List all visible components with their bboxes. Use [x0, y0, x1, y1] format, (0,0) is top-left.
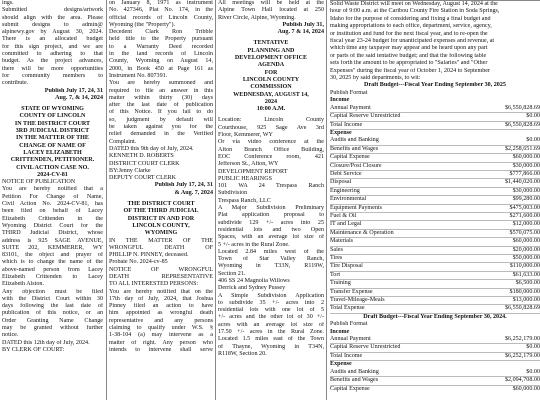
- budget-row: [330, 171, 540, 179]
- text-line: BY CLERK OF COURT:: [2, 346, 65, 353]
- row-value: $20,000.00: [512, 246, 540, 253]
- budget-title: Draft Budget---Fiscal Year Ending September 30, 2025: [364, 82, 506, 89]
- text-line: Elizabeth Crittenden to Lacey: [2, 273, 103, 280]
- text-line: Derrick and Sydney Pussey: [218, 285, 286, 292]
- budget-row: [330, 105, 540, 113]
- row-value: $0.00: [526, 113, 540, 120]
- publish-dates: & Aug. 7, 2024: [174, 189, 213, 196]
- budget-row: [330, 377, 540, 385]
- text-line: acres with an average lot size of: [218, 321, 324, 328]
- text-line: budget. As the project advances,: [2, 58, 103, 65]
- notice-heading: DISTRICT IN AND FOR: [127, 215, 195, 222]
- row-label: Audits and Banking: [330, 368, 379, 375]
- row-value: $99,280.00: [512, 196, 540, 203]
- notice-heading: CIVIL ACTION CASE NO.: [16, 164, 89, 171]
- text-line: making appropriations to each office, department, service, agency,: [330, 23, 492, 30]
- text-line: of this Notice. If you fail to do: [109, 109, 213, 116]
- text-line: Or via video conference at the: [218, 139, 324, 146]
- budget-row: [330, 353, 540, 361]
- text-line: should align with the area. Please: [2, 14, 103, 21]
- text-line: representative and any persons: [109, 317, 213, 324]
- row-value: $180,000.00: [509, 288, 540, 295]
- notice-heading: LINCOLN COUNTY: [242, 76, 300, 83]
- text-line: There is an allocated budget: [2, 36, 103, 43]
- row-label: Environmental: [330, 196, 367, 203]
- publish-dates: Publish July 17, 24, 31: [154, 182, 213, 189]
- text-line: hour of 9:00 a.m. at the Caribou County Fire Station in Soda Springs,: [330, 8, 500, 15]
- text-line: Subdivision: [218, 190, 248, 197]
- text-line: or institution and fund for the next fiscal year, and to re-open the: [330, 30, 488, 37]
- text-line: Town of Star Valley Ranch,: [218, 256, 324, 263]
- text-line: SUITE 202, KEMMERER, WY: [2, 244, 103, 251]
- row-label: Capital Reserve Unrestricted: [330, 344, 401, 351]
- publish-format-label: Publish Format: [330, 89, 368, 96]
- text-line: required to file an answer in this: [109, 87, 213, 94]
- text-line: official records of Lincoln County,: [109, 14, 213, 21]
- text-line: on January 8, 1971 as instrument: [109, 0, 213, 6]
- notice-heading: PLANNING AND: [247, 47, 295, 54]
- text-line: 30, 2025 by said departments, to wit:: [330, 75, 421, 82]
- text-line: Solid Waste District will meet on Wednesday, August 14, 2024 at the: [330, 0, 540, 8]
- budget-row: [330, 122, 540, 130]
- text-line: relief demanded in the Verified: [109, 131, 213, 138]
- notice-heading: CHANGE OF NAME OF: [19, 142, 86, 149]
- text-line: Wyoming District Court for the: [2, 222, 103, 229]
- row-label: Benefits and Wages: [330, 377, 379, 384]
- row-value: $60,000.00: [512, 238, 540, 245]
- budget-row: [330, 113, 540, 121]
- row-label: Capital Reserve Unrestricted: [330, 113, 401, 120]
- budget-row: [330, 297, 540, 305]
- text-line: publication of this notice, or an: [2, 310, 103, 317]
- text-line: Plat application proposal to: [218, 212, 324, 219]
- budget-row: [330, 280, 540, 288]
- budget-row: [330, 205, 540, 213]
- text-line: 83101, the object and prayer of: [2, 252, 103, 259]
- text-line: DATED this 12th day of July, 2024.: [2, 339, 90, 346]
- text-line: Submitted designs/artwork: [2, 7, 103, 14]
- row-label: Materials: [330, 238, 354, 245]
- notice-heading: 2024: [264, 98, 278, 105]
- text-line: Decedent Clark Ron Tribble: [109, 29, 213, 36]
- budget-notice-column: [330, 0, 540, 400]
- row-value: $475,003.00: [509, 204, 540, 211]
- text-line: R118W, Section 20.: [218, 350, 267, 357]
- text-line: 2000, in Book 450 at Page 161 as: [109, 65, 213, 72]
- row-label: Equipment Payments: [330, 204, 382, 211]
- row-value: $777,866.00: [509, 170, 540, 177]
- text-line: 1-38-104 (a) may intervene as a: [109, 332, 213, 339]
- notice-heading: COMMISSION: [250, 84, 292, 91]
- text-line: County, Wyoming on August 14,: [109, 58, 213, 65]
- row-value: $6,550,828.69: [504, 305, 540, 312]
- text-line: Elizabeth Alston.: [2, 281, 44, 288]
- budget-row: [330, 188, 540, 196]
- text-line: PHILLIP N. PINNEY, deceased.: [109, 252, 189, 259]
- text-line: KENNETH D. ROBERTS: [109, 153, 174, 160]
- text-line: held title to the Property pursuant: [109, 36, 213, 43]
- row-value: $2,094,708.00: [504, 377, 540, 384]
- text-line: PUBLIC HEARINGS: [218, 175, 273, 182]
- notice-heading: OF THE THIRD JUDICIAL: [123, 208, 199, 215]
- row-value: $6,252,179.00: [504, 352, 540, 359]
- row-label: Engineering: [330, 187, 360, 194]
- text-line: or parts of the said tentative budget; and that the following table: [330, 52, 487, 59]
- notice-heading: IN THE MATTER OF THE: [16, 135, 89, 142]
- row-value: $110,000.00: [509, 263, 540, 270]
- text-line: Probate No. 2024-cv-85: [109, 259, 168, 266]
- budget-row: [330, 386, 540, 393]
- row-value: $6,252,179.00: [504, 336, 540, 343]
- text-line: Wyoming in T33N, R119W,: [218, 263, 324, 270]
- notice-heading: STATE OF WYOMING: [21, 106, 84, 113]
- row-label: Tire Disposal: [330, 263, 363, 270]
- row-value: $271,600.00: [509, 212, 540, 219]
- budget-title: Draft Budget---Fiscal Year Ending September 30, 2024.: [363, 313, 507, 320]
- budget-row: [330, 255, 540, 263]
- text-line: Located 1.5 miles east of the Town: [218, 336, 324, 343]
- text-line: All meetings will be held at the: [218, 0, 324, 6]
- notice-heading: AGENDA: [257, 62, 285, 69]
- text-line: for this sign project, and we are: [2, 43, 103, 50]
- budget-row: [330, 163, 540, 171]
- notice-heading: THE DISTRICT COURT: [127, 201, 195, 208]
- expense-heading: Expense: [330, 361, 352, 368]
- text-line: to subdivide 35 +/- acres into 2: [218, 299, 324, 306]
- row-label: Sales: [330, 246, 343, 253]
- text-line: Expenses" during the fiscal year of October 1, 2024 to September: [330, 67, 491, 74]
- text-line: Trespass Ranch, LLC: [218, 197, 271, 204]
- row-value: $0.00: [526, 368, 540, 375]
- budget-row: [330, 230, 540, 238]
- notice-heading: 2024-CV-81: [37, 171, 68, 178]
- column-divider: [106, 0, 107, 400]
- text-line: BY:Jenny Clarke: [109, 167, 151, 174]
- row-label: Total Income: [330, 121, 363, 128]
- row-label: Disposal: [330, 179, 352, 186]
- notice-heading: TENTATIVE: [253, 40, 289, 47]
- row-label: Capital Expense: [330, 154, 370, 161]
- budget-row: [330, 289, 540, 297]
- text-line: days following the last date of: [2, 303, 103, 310]
- text-line: him appointed as wrongful death: [109, 310, 213, 317]
- text-line: River Circle, Alpine, Wyoming.: [218, 14, 296, 21]
- text-line: DEVELOPMENT REPORT: [218, 168, 288, 175]
- budget-row: [330, 221, 540, 229]
- text-line: for community members to: [2, 72, 103, 79]
- legal-notices-column-2: [109, 0, 213, 400]
- row-value: $30,000.00: [512, 187, 540, 194]
- text-line: so, judgment by default will: [109, 116, 213, 123]
- row-label: Annual Payment: [330, 336, 371, 343]
- expense-heading: Expense: [330, 129, 352, 136]
- row-value: $6,550,828.69: [504, 121, 540, 128]
- text-line: may be granted without further: [2, 325, 103, 332]
- budget-row: [330, 305, 540, 313]
- budget-row: [330, 146, 540, 154]
- text-line: 101 WA 24 Trespass Ranch: [218, 183, 324, 190]
- budget-row: [330, 238, 540, 246]
- legal-notices-column-1: [2, 0, 103, 400]
- text-line: Any objection must be filed: [2, 288, 103, 295]
- text-line: Section 21.: [218, 270, 246, 277]
- text-line: You are hereby notified that a: [2, 186, 103, 193]
- text-line: of Thayne, Wyoming in T34N,: [218, 343, 324, 350]
- publish-dates: Aug. 7 & 14, 2024: [277, 29, 324, 36]
- text-line: Order Granting Name Change: [2, 317, 103, 324]
- publish-format-label: Publish Format: [330, 321, 368, 328]
- budget-row: [330, 137, 540, 145]
- text-line: Spaces, with an average lot size of: [218, 234, 324, 241]
- text-line: residential lots and two Open: [218, 226, 324, 233]
- text-line: intends to intervene shall serve: [109, 346, 213, 353]
- text-line: matter within thirty (30) days: [109, 94, 213, 101]
- text-line: matter of right. Any person who: [109, 339, 213, 346]
- row-value: $0.00: [526, 344, 540, 351]
- legal-notices-column-3: [218, 0, 324, 400]
- row-value: $570,075.00: [509, 229, 540, 236]
- budget-row: [330, 154, 540, 162]
- text-line: claiming to qualify under W.S. §: [109, 325, 213, 332]
- notice-heading: 3RD JUDICIAL DISTRICT: [15, 128, 90, 135]
- publish-dates: Aug. 7, & 14, 2024: [55, 94, 103, 101]
- text-line: there will be more opportunities: [2, 65, 103, 72]
- row-label: Closure/Post Closure: [330, 162, 382, 169]
- row-label: Tort: [330, 271, 341, 278]
- text-line: You are hereby notified that on the: [109, 288, 213, 295]
- row-value: $2,258,651.69: [504, 145, 540, 152]
- text-line: after the last date of publication: [109, 102, 213, 109]
- text-line: Location: Lincoln County: [218, 117, 324, 124]
- text-line: contribute.: [2, 80, 29, 87]
- row-value: $13,000.00: [512, 297, 540, 304]
- row-value: $1,440,020.00: [504, 179, 540, 186]
- text-line: fiscal year 23-24 budget for unanticipated expenses and revenue, at: [330, 38, 495, 45]
- text-line: address is 925 SAGE AVENUE,: [2, 237, 103, 244]
- text-line: NOTICE OF PUBLICATION: [2, 179, 76, 186]
- budget-row: [330, 179, 540, 187]
- row-label: Fuel & Oil: [330, 212, 357, 219]
- notice-heading: CRITTENDEN, PETITIONER.: [10, 157, 95, 164]
- row-value: $30,000.00: [512, 162, 540, 169]
- notice-heading: COUNTY OF LINCOLN: [19, 113, 86, 120]
- text-line: which is to change the name of the: [2, 259, 103, 266]
- text-line: EOC Conference room, 421: [218, 153, 324, 160]
- text-line: alpinewy.gov by August 30, 2024.: [2, 29, 103, 36]
- budget-row: [330, 272, 540, 280]
- text-line: ings.: [2, 0, 14, 6]
- text-line: THIRD Judicial District, whose: [2, 230, 103, 237]
- row-value: $6,500.00: [515, 280, 540, 287]
- row-label: Maintenance & Operation: [330, 229, 394, 236]
- notice-heading: LINCOLN COUNTY,: [132, 222, 190, 229]
- text-line: be taken against you for the: [109, 124, 213, 131]
- row-label: Debt Service: [330, 170, 362, 177]
- text-line: 5 +/- acres in the Rural Zone.: [218, 241, 290, 248]
- text-line: in the land records of Lincoln: [109, 51, 213, 58]
- text-line: DISTRICT COURT CLERK: [109, 160, 180, 167]
- row-value: $60,000.00: [512, 154, 540, 161]
- text-line: to a Warranty Deed recorded: [109, 43, 213, 50]
- row-label: Travel-Mileage-Meals: [330, 297, 385, 304]
- row-label: Tires: [330, 255, 343, 261]
- text-line: Instrument No. 807391.: [109, 72, 168, 79]
- row-value: $12,000.00: [512, 221, 540, 228]
- notice-heading: LACEY ELIZABETH: [23, 149, 82, 156]
- row-value: $0.00: [526, 137, 540, 144]
- row-value: $61,633.00: [512, 271, 540, 278]
- text-line: IN THE MATTER OF THE: [109, 237, 213, 244]
- text-line: Afton Branch Office Building,: [218, 146, 324, 153]
- text-line: TO ALL INTERESTED PERSONS:: [109, 281, 199, 288]
- text-line: NOTICE OF WRONGFUL: [109, 266, 213, 273]
- row-label: Annual Payment: [330, 104, 371, 111]
- notice-heading: DEVELOPMENT OFFICE: [234, 55, 308, 62]
- publish-dates: Publish July 31,: [282, 21, 324, 28]
- budget-row: [330, 247, 540, 255]
- text-line: You are hereby summoned and: [109, 80, 213, 87]
- text-line: Idaho for the purpose of considering and fixing a final budget and: [330, 15, 491, 22]
- text-line: Alpine Town Hall located at 250: [218, 7, 324, 14]
- income-heading: Income: [330, 97, 350, 104]
- text-line: been filed on behalf of Lacey: [2, 208, 103, 215]
- notice-heading: WEDNESDAY, AUGUST 14,: [233, 91, 309, 98]
- text-line: subdivide 129 +/- acres into 25: [218, 219, 324, 226]
- text-line: DEPUTY COURT CLERK: [109, 175, 177, 182]
- budget-row: [330, 336, 540, 344]
- text-line: Complaint.: [109, 138, 137, 145]
- text-line: Courthouse, 925 Sage Ave 3rd: [218, 124, 324, 131]
- text-line: 17.50 +/- acres in the Rural Zone.: [218, 329, 324, 336]
- text-line: submit designs to admin@: [2, 21, 103, 28]
- text-line: Wyoming (the "Property").: [109, 21, 176, 28]
- row-label: Benefits and Wages: [330, 145, 379, 152]
- text-line: Petition For Change of Name,: [2, 193, 103, 200]
- text-line: 17th day of July, 2024, that Joshua: [109, 295, 213, 302]
- budget-row: [330, 196, 540, 204]
- row-label: Total Income: [330, 352, 363, 359]
- row-label: Transfer Expense: [330, 288, 373, 295]
- row-label: Audits and Banking: [330, 137, 379, 144]
- budget-row: [330, 213, 540, 221]
- row-value: $6,550,828.69: [504, 104, 540, 111]
- text-line: Jefferson St., Afton, WY: [218, 161, 279, 168]
- text-line: notice.: [2, 332, 19, 339]
- text-line: A Simple Subdivision Application: [218, 292, 324, 299]
- text-line: Civil Action No. 2024-CV-81, has: [2, 201, 103, 208]
- publish-dates: Publish July 17, 24, 31: [44, 87, 103, 94]
- text-line: DATED this 9th day of July, 2024.: [109, 145, 194, 152]
- text-line: which time any taxpayer may appear and be heard upon any part: [330, 45, 488, 52]
- text-line: committed to adhering to that: [2, 51, 103, 58]
- notice-heading: IN THE DISTRICT COURT: [14, 120, 91, 127]
- row-label: Training: [330, 280, 351, 287]
- text-line: DEATH REPRESENTATIVE: [109, 273, 213, 280]
- text-line: WRONGFUL DEATH OF: [109, 244, 213, 251]
- budget-row: [330, 344, 540, 352]
- column-divider: [326, 0, 327, 400]
- row-value: $60,000.00: [512, 385, 540, 392]
- text-line: residential lots with one lot of 5: [218, 307, 324, 314]
- text-line: sets forth the amount to be appropriated to "Salaries" and "Other: [330, 60, 488, 67]
- notice-heading: 10:00 A.M.: [256, 106, 286, 113]
- text-line: Elizabeth Crittenden in the: [2, 215, 103, 222]
- row-value: $50,000.00: [512, 255, 540, 261]
- row-label: IT and Legal: [330, 221, 362, 228]
- text-line: with the District Court within 30: [2, 295, 103, 302]
- text-line: Located 2.84 miles west of the: [218, 248, 324, 255]
- text-line: Pinney filed an action to have: [109, 303, 213, 310]
- text-line: No. 427346, Plat No. 174, in the: [109, 7, 213, 14]
- row-label: Total Expense: [330, 305, 365, 312]
- text-line: +/- acres and the other lot of 30 +/-: [218, 314, 324, 321]
- text-line: A Major Subdivision Preliminary: [218, 205, 324, 212]
- budget-row: [330, 263, 540, 271]
- text-line: above-named person from Lacey: [2, 266, 103, 273]
- budget-row: [330, 369, 540, 377]
- notice-heading: FOR: [264, 69, 278, 76]
- income-heading: Income: [330, 328, 350, 335]
- text-line: Floor, Kemmerer, WY: [218, 132, 273, 139]
- text-line: 406 SS 24 Magnolia Willows: [218, 277, 290, 284]
- notice-heading: WYOMING: [144, 230, 178, 237]
- row-label: Capital Expense: [330, 385, 370, 392]
- column-divider: [215, 0, 216, 400]
